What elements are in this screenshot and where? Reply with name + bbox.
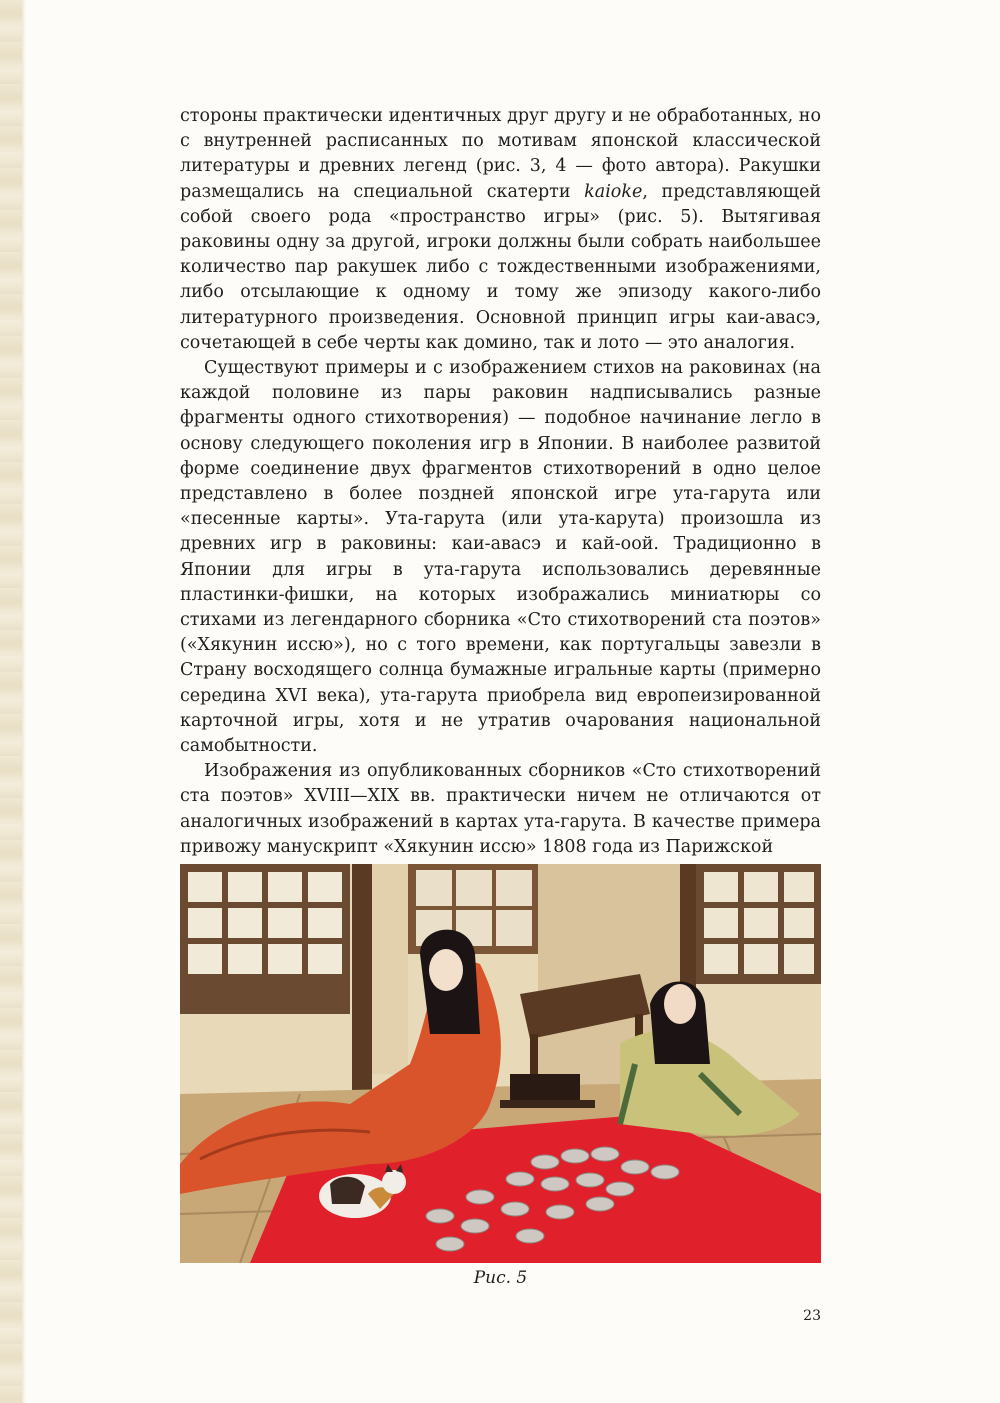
figure-photo bbox=[180, 864, 821, 1263]
italic-term: kaioke bbox=[584, 181, 643, 202]
figure-caption: Рис. 5 bbox=[473, 1268, 528, 1288]
photo-illustration bbox=[180, 864, 821, 1263]
paragraph-1: стороны практически идентичных друг другу и не обработанных, но с внутренней расписанных по мотивам японской классической литературы и древних легенд (рис. 3, 4 — фото автора). Ракушки размещались на специальной скатерти kaioke, представляющей собой своего рода «пространство игры» (рис. 5). Вытягивая раковины одну за другой, игроки должны были собрать наибольшее количество пар ракушек либо с тождественными изображениями, либо отсылающие к одному и тому же эпизоду какого-либо литературного произведения. Основной принцип игры каи-авасэ, сочетающей в себе черты как домино, так и лото — это аналогия. bbox=[180, 106, 821, 353]
decorative-border bbox=[0, 0, 22, 1403]
paragraph-3: Изображения из опубликованных сборников «Сто стихотворений ста поэтов» XVIII—XIX вв. практически ничем не отличаются от аналогичных изображений в картах ута-гарута. В качестве примера привожу манускрипт «Хякунин иссю» 1808 года из Парижской bbox=[180, 761, 821, 857]
page-number: 23 bbox=[803, 1308, 821, 1324]
paragraph-2: Существуют примеры и с изображением стихов на раковинах (на каждой половине из пары раковин надписывались разные фрагменты одного стихотворения) — подобное начинание легло в основу следующего поколения игр в Японии. В наиболее развитой форме соединение двух фрагментов стихотворений в одно целое представлено в более поздней японской игре ута-гарута или «песенные карты». Ута-гарута (или ута-карута) произошла из древних игр в раковины: каи-авасэ и кай-оой. Традиционно в Японии для игры в ута-гарута использовались деревянные пластинки-фишки, на которых изображались миниатюры со стихами из легендарного сборника «Сто стихотворений ста поэтов» («Хякунин иссю»), но с того времени, как португальцы завезли в Страну восходящего солнца бумажные игральные карты (примерно середина XVI века), ута-гарута приобрела вид европеизированной карточной игры, хотя и не утратив очарования национальной самобытности. bbox=[180, 358, 821, 757]
body-text bbox=[180, 104, 821, 860]
